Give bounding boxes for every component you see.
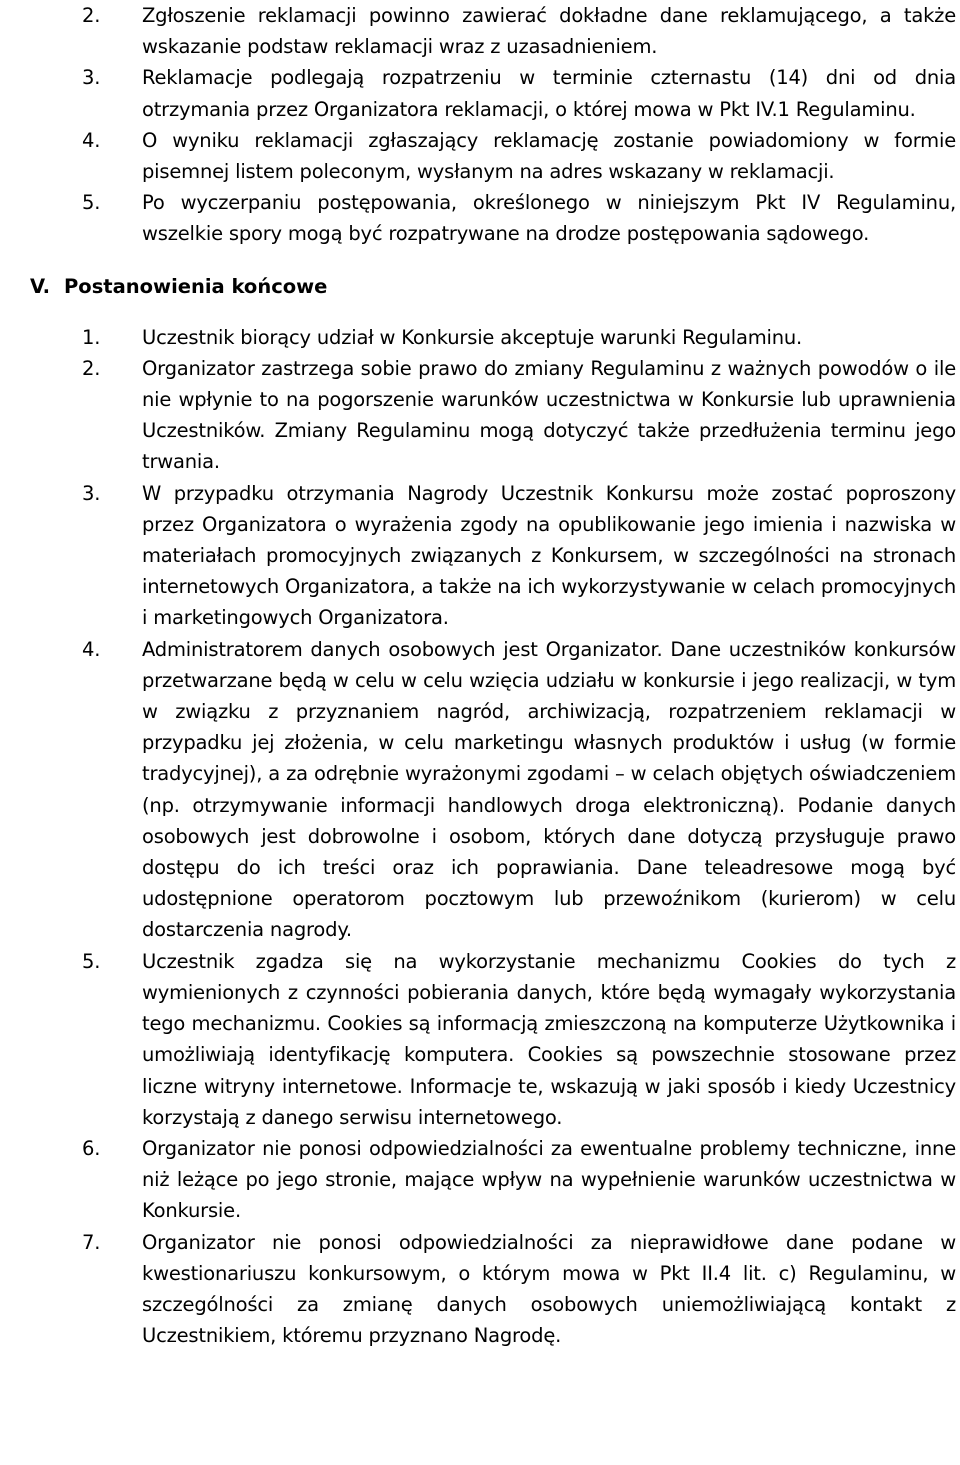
list-item <box>0 1133 960 1227</box>
section-title: Postanowienia końcowe <box>64 274 328 298</box>
item-text: Administratorem danych osobowych jest Organizator. Dane uczestników konkursów przetwarzane będą w celu w celu wzięcia udziału w konkursie i jego realizacji, w tym w związku z przyznaniem nagród, archiwizacją, rozpatrzeniem reklamacji w przypadku jej złożenia, w celu marketingu własnych produktów i usług (w formie tradycyjnej), a za odrębnie wyrażonymi zgodami – w celach objętych oświadczeniem (np. otrzymywanie informacji handlowych droga elektroniczną). Podanie danych osobowych jest dobrowolne i osobom, których dane dotyczą przysługuje prawo dostępu do ich treści oraz ich poprawiania. Dane teleadresowe mogą być udostępnione operatorom pocztowym lub przewoźnikom (kurierom) w celu dostarczenia nagrody. <box>142 637 956 942</box>
item-number: 7. <box>82 1230 101 1254</box>
list-item <box>0 634 960 946</box>
item-number: 4. <box>82 637 101 661</box>
list-item <box>0 353 960 478</box>
item-text: W przypadku otrzymania Nagrody Uczestnik Konkursu może zostać poproszony przez Organizatora o wyrażenia zgody na opublikowanie jego imienia i nazwiska w materiałach promocyjnych związanych z Konkursem, w szczególności na stronach internetowych Organizatora, a także na ich wykorzystywanie w celach promocyjnych i marketingowych Organizatora. <box>142 481 956 630</box>
list-item <box>0 62 960 124</box>
item-number: 3. <box>82 66 101 90</box>
item-number: 2. <box>82 356 101 380</box>
item-text: Organizator nie ponosi odpowiedzialności za nieprawidłowe dane podane w kwestionariuszu konkursowym, o którym mowa w Pkt II.4 lit. c) Regulaminu, w szczególności za zmianę danych osobowych uniemożliwiającą kontakt z Uczestnikiem, któremu przyznano Nagrodę. <box>142 1230 956 1348</box>
item-text: Uczestnik zgadza się na wykorzystanie mechanizmu Cookies do tych z wymienionych z czynności pobierania danych, które będą wymagały wykorzystania tego mechanizmu. Cookies są informacją zmieszczoną na komputerze Użytkownika i umożliwiają identyfikację komputera. Cookies są powszechnie stosowane przez liczne witryny internetowe. Informacje te, wskazują w jaki sposób i kiedy Uczestnicy korzystają z danego serwisu internetowego. <box>142 949 956 1129</box>
section-number: V. <box>30 274 50 298</box>
item-number: 5. <box>82 191 101 215</box>
item-number: 2. <box>82 4 101 27</box>
list-item <box>0 0 960 62</box>
item-text: Reklamacje podlegają rozpatrzeniu w terminie czternastu (14) dni od dnia otrzymania przez Organizatora reklamacji, o której mowa w Pkt IV.1 Regulaminu. <box>142 66 956 121</box>
list-item <box>0 1227 960 1352</box>
section-iv-list <box>0 0 960 250</box>
item-number: 1. <box>82 325 101 349</box>
section-v-list <box>0 322 960 1352</box>
list-item <box>0 946 960 1133</box>
item-text: Organizator nie ponosi odpowiedzialności za ewentualne problemy techniczne, inne niż leżące po jego stronie, mające wpływ na wypełnienie warunków uczestnictwa w Konkursie. <box>142 1136 956 1223</box>
item-number: 4. <box>82 128 101 152</box>
section-heading <box>0 271 960 302</box>
list-item <box>0 322 960 353</box>
item-text: Uczestnik biorący udział w Konkursie akceptuje warunki Regulaminu. <box>142 325 803 349</box>
list-item <box>0 187 960 249</box>
item-text: Po wyczerpaniu postępowania, określonego w niniejszym Pkt IV Regulaminu, wszelkie spory mogą być rozpatrywane na drodze postępowania sądowego. <box>142 191 956 246</box>
item-text: Zgłoszenie reklamacji powinno zawierać dokładne dane reklamującego, a także wskazanie podstaw reklamacji wraz z uzasadnieniem. <box>142 4 956 59</box>
list-item <box>0 125 960 187</box>
item-number: 6. <box>82 1136 101 1160</box>
item-number: 3. <box>82 481 101 505</box>
item-number: 5. <box>82 949 101 973</box>
item-text: Organizator zastrzega sobie prawo do zmiany Regulaminu z ważnych powodów o ile nie wpłynie to na pogorszenie warunków uczestnictwa w Konkursie lub uprawnienia Uczestników. Zmiany Regulaminu mogą dotyczyć także przedłużenia terminu jego trwania. <box>142 356 956 474</box>
item-text: O wyniku reklamacji zgłaszający reklamację zostanie powiadomiony w formie pisemnej listem poleconym, wysłanym na adres wskazany w reklamacji. <box>142 128 956 184</box>
list-item <box>0 478 960 634</box>
